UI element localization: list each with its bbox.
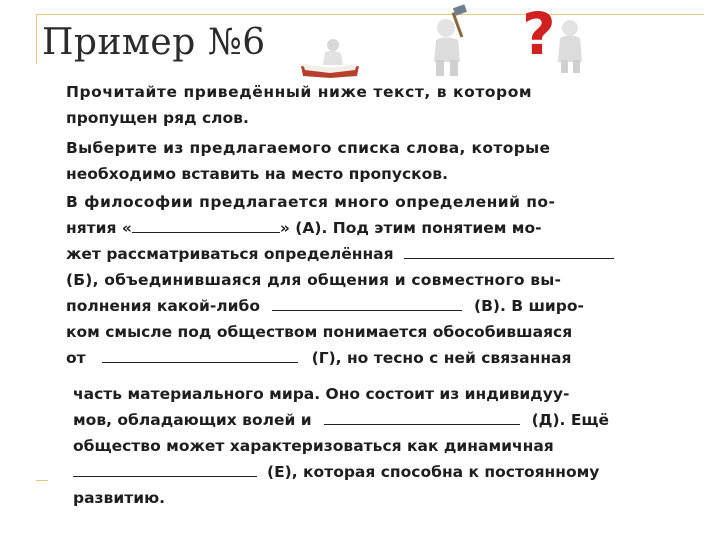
answer-blank-g [102,348,298,363]
text-line: В философии предлагается много определений по- [66,193,556,211]
task-line: пропущен ряд слов. [66,109,249,127]
task-line: Выберите из предлагаемого списка слова, которые [66,139,551,157]
text-line: мов, обладающих волей и (Д). Ещё [73,411,610,429]
text-line: часть материального мира. Оно состоит из индивидуу- [73,385,570,403]
answer-blank-e [73,462,257,477]
text-line: полнения какой-либо (В). В широ- [66,297,584,315]
text-line: жет рассматриваться определённая [66,241,666,267]
frame-bottom-tick [36,480,48,481]
text-line: ком смысле под обществом понимается обособившаяся [66,323,573,341]
text-line: нятия « » (А). Под этим понятием мо- [66,219,542,237]
task-line: Прочитайте приведённый ниже текст, в котором [66,83,533,101]
exercise-text-lower [73,381,669,511]
text-line: развитию. [73,489,166,507]
text-line: (Е), которая способна к постоянному [73,459,669,485]
text-line: общество может характеризоваться как динамичная [73,437,554,455]
frame-left-line [36,14,37,64]
person-reading-book-icon [297,36,363,78]
frame-top-line [36,14,704,15]
svg-text:?: ? [522,2,556,68]
answer-blank-v [272,296,462,311]
text-line: от (Г), но тесно с ней связанная [66,349,572,367]
person-with-hammer-icon [420,2,484,78]
answer-blank-b [404,244,614,259]
answer-blank-d [324,410,520,425]
slide-title: Пример №6 [42,22,266,63]
text-line: (Б), объединившаяся для общения и совместного вы- [66,271,562,289]
task-instructions [66,79,666,187]
task-line: необходимо вставить на место пропусков. [66,165,449,183]
answer-blank-a [132,218,280,233]
person-with-question-mark-icon [518,2,590,74]
exercise-text-upper [66,189,666,371]
